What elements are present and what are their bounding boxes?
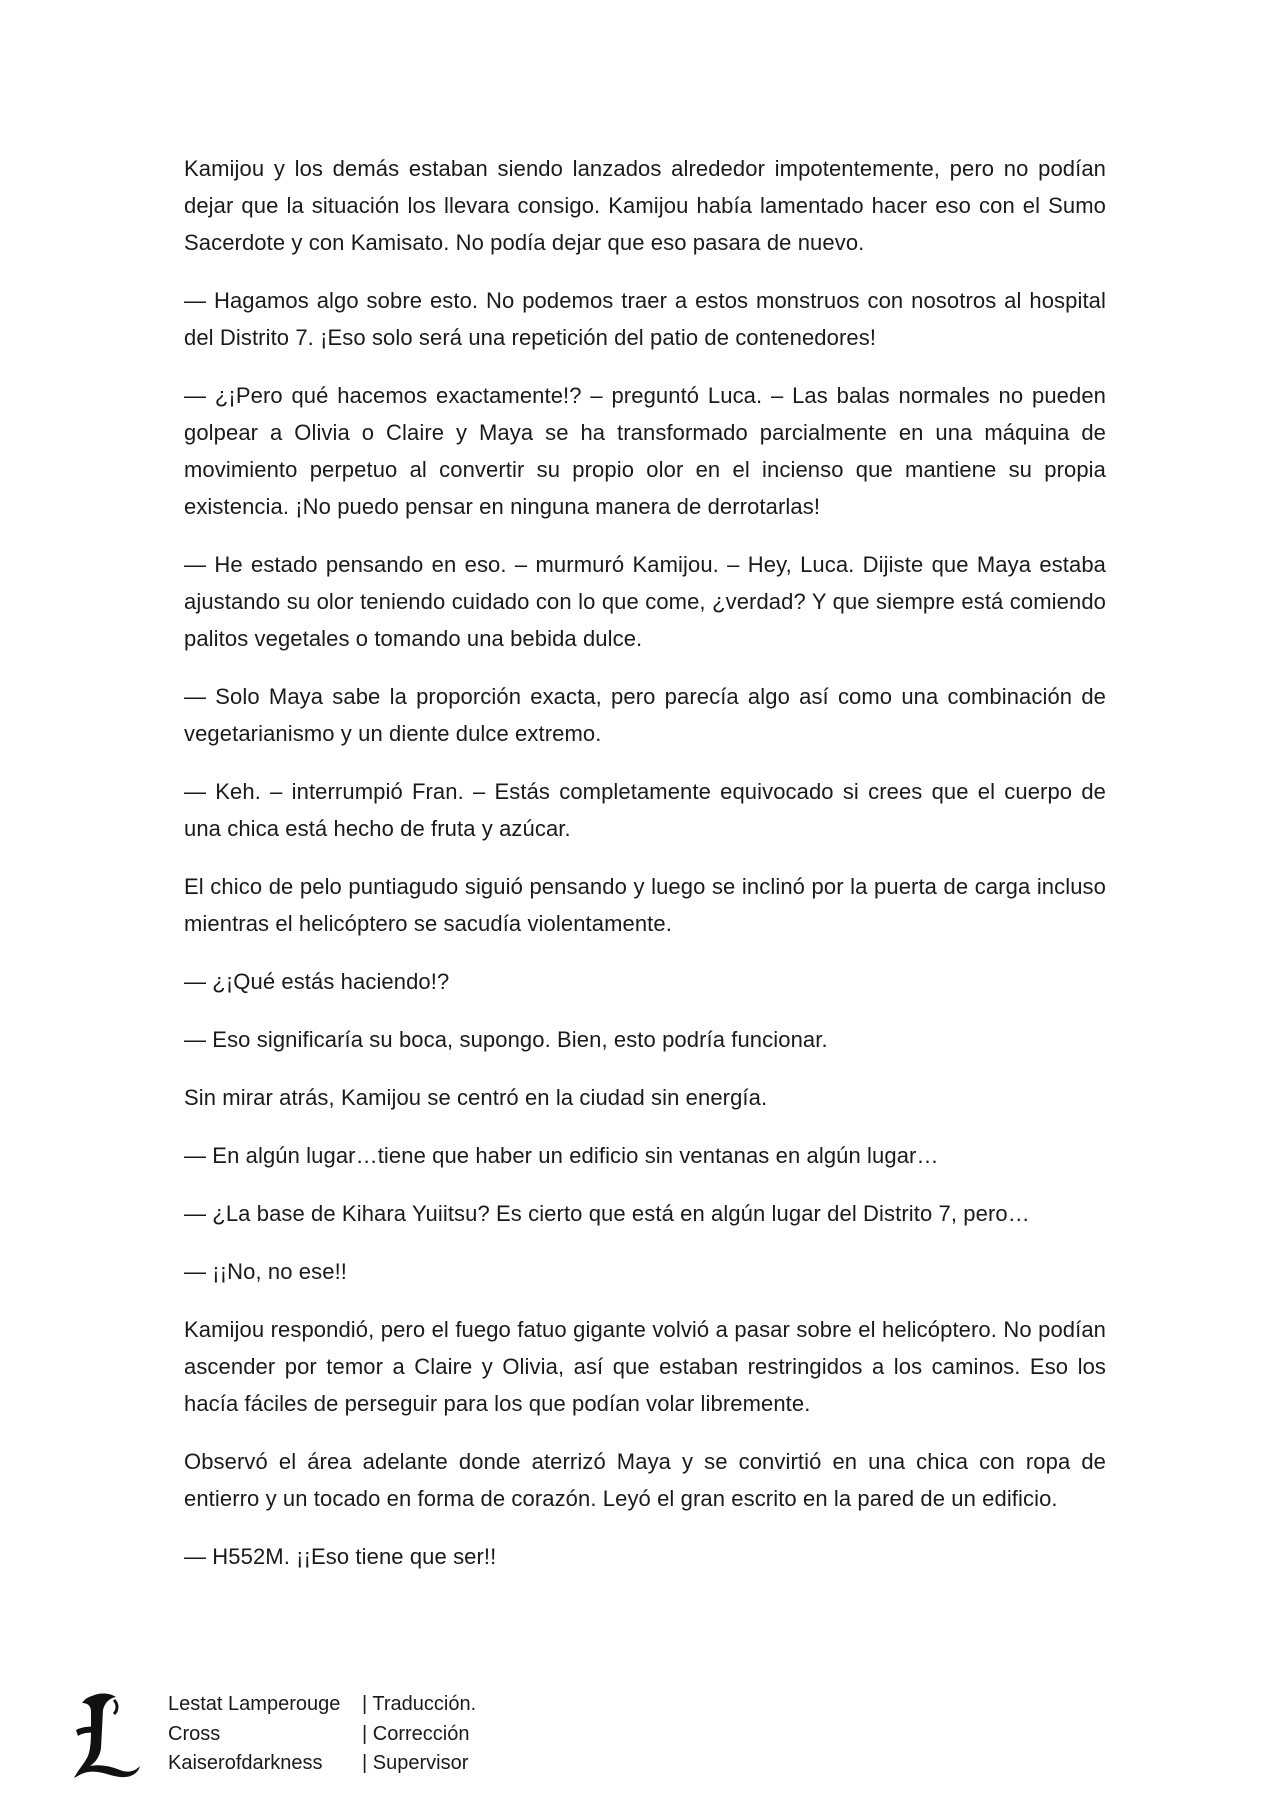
credit-name: Kaiserofdarkness <box>168 1752 323 1774</box>
paragraph: — He estado pensando en eso. – murmuró Kamijou. – Hey, Luca. Dijiste que Maya estaba ajustando su olor teniendo cuidado con lo que come, ¿verdad? Y que siempre está comiendo palitos vegetales o tomando una bebida dulce. <box>184 552 1106 651</box>
paragraph: Kamijou y los demás estaban siendo lanzados alrededor impotentemente, pero no podían dejar que la situación los llevara consigo. Kamijou había lamentado hacer eso con el Sumo Sacerdote y con Kamisato. No podía dejar que eso pasara de nuevo. <box>184 156 1106 255</box>
credit-row <box>168 1690 476 1720</box>
paragraph: — ¡¡No, no ese!! <box>184 1259 347 1284</box>
paragraph: — H552M. ¡¡Eso tiene que ser!! <box>184 1544 497 1569</box>
credit-role: | Supervisor <box>362 1749 468 1779</box>
paragraph: — ¿La base de Kihara Yuiitsu? Es cierto que está en algún lugar del Distrito 7, pero… <box>184 1201 1030 1226</box>
credit-row <box>168 1749 476 1779</box>
paragraph: Sin mirar atrás, Kamijou se centró en la ciudad sin energía. <box>184 1085 768 1110</box>
paragraph: Kamijou respondió, pero el fuego fatuo gigante volvió a pasar sobre el helicóptero. No podían ascender por temor a Claire y Olivia, así que estaban restringidos a los caminos. Eso los hacía fáciles de perseguir para los que podían volar libremente. <box>184 1317 1106 1416</box>
paragraph: — Keh. – interrumpió Fran. – Estás completamente equivocado si crees que el cuerpo de una chica está hecho de fruta y azúcar. <box>184 779 1106 841</box>
paragraph: — Eso significaría su boca, supongo. Bien, esto podría funcionar. <box>184 1027 828 1052</box>
document-body <box>184 150 1106 1596</box>
credits-list <box>168 1690 476 1779</box>
paragraph: — ¿¡Pero qué hacemos exactamente!? – preguntó Luca. – Las balas normales no pueden golpear a Olivia o Claire y Maya se ha transformado parcialmente en una máquina de movimiento perpetuo al convertir su propio olor en el incienso que mantiene su propia existencia. ¡No puedo pensar en ninguna manera de derrotarlas! <box>184 383 1106 519</box>
paragraph: — Hagamos algo sobre esto. No podemos traer a estos monstruos con nosotros al hospital del Distrito 7. ¡Eso solo será una repetición del patio de contenedores! <box>184 288 1106 350</box>
gothic-letter-l-logo-icon <box>70 1690 144 1780</box>
credits-footer <box>70 1690 670 1790</box>
credit-name: Lestat Lamperouge <box>168 1693 341 1715</box>
credit-name: Cross <box>168 1722 221 1745</box>
credit-row <box>168 1720 476 1750</box>
credit-role: | Traducción. <box>362 1690 476 1720</box>
paragraph: El chico de pelo puntiagudo siguió pensando y luego se inclinó por la puerta de carga incluso mientras el helicóptero se sacudía violentamente. <box>184 874 1106 936</box>
paragraph: Observó el área adelante donde aterrizó Maya y se convirtió en una chica con ropa de entierro y un tocado en forma de corazón. Leyó el gran escrito en la pared de un edificio. <box>184 1449 1106 1511</box>
paragraph: — En algún lugar…tiene que haber un edificio sin ventanas en algún lugar… <box>184 1143 939 1168</box>
paragraph: — Solo Maya sabe la proporción exacta, pero parecía algo así como una combinación de vegetarianismo y un diente dulce extremo. <box>184 684 1106 746</box>
credit-role: | Corrección <box>362 1720 469 1750</box>
paragraph: — ¿¡Qué estás haciendo!? <box>184 969 450 994</box>
